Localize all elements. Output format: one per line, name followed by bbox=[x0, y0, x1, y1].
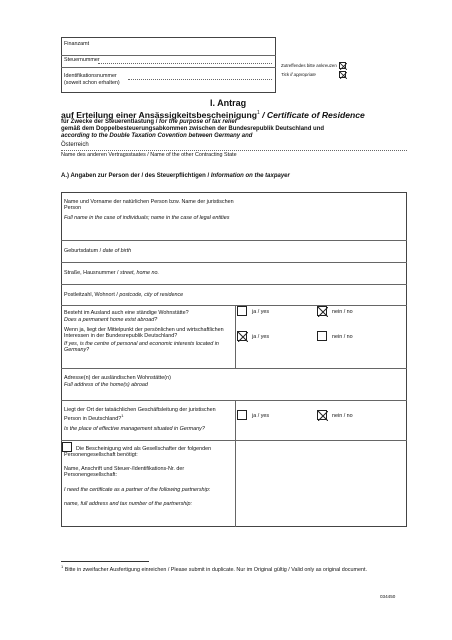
centre-yes-checkbox[interactable] bbox=[237, 331, 247, 341]
row-divider-5 bbox=[61, 368, 407, 369]
foreign-label-de: Adresse(n) der ausländischen Wohnstätte(n) bbox=[64, 375, 171, 381]
subtitle-1-de: für Zwecke der Steuerentlastung / bbox=[61, 119, 158, 125]
footnote-num: 1 bbox=[61, 564, 64, 569]
ident-label-2: (soweit schon erhalten) bbox=[64, 80, 120, 86]
mgmt-label-de-text: Liegt der Ort der tatsächlichen Geschäftsleitung der juristischen Person in Deutschland? bbox=[64, 407, 216, 423]
mgmt-label-en: Is the place of effective management situated in Germany? bbox=[64, 426, 205, 432]
street-label-de: Straße, Hausnummer / bbox=[64, 270, 119, 276]
mgmt-yes-checkbox[interactable] bbox=[237, 410, 247, 420]
state-underline bbox=[61, 150, 407, 151]
hint-de: Zutreffendes bitte ankreuzen bbox=[281, 63, 337, 68]
postal-label-en: postcode, city of residence bbox=[119, 292, 184, 298]
form-code: 034450 bbox=[380, 594, 396, 599]
postal-label bbox=[64, 292, 183, 298]
street-label bbox=[64, 270, 159, 276]
centre-no-checkbox[interactable] bbox=[317, 331, 327, 341]
state-value[interactable]: Österreich bbox=[61, 142, 89, 148]
dob-label bbox=[64, 248, 131, 254]
row-divider-1 bbox=[61, 240, 407, 241]
abroad-label-de: Besteht im Ausland auch eine ständige Wohnstätte? bbox=[64, 310, 189, 316]
cross-icon bbox=[318, 307, 328, 317]
footnote-text: Bitte in zweifacher Ausfertigung einreichen / Please submit in duplicate. Nur im Original gültig / Valid only as original document. bbox=[64, 566, 367, 573]
name-label-en: Full name in the case of individuals; name in the case of legal entities bbox=[64, 215, 230, 221]
finanzamt-divider bbox=[61, 55, 276, 56]
mgmt-no-checkbox[interactable] bbox=[317, 410, 327, 420]
dob-label-de: Geburtsdatum / bbox=[64, 248, 102, 254]
row-divider-3 bbox=[61, 284, 407, 285]
col-divider-2 bbox=[235, 400, 236, 440]
centre-no-label: nein / no bbox=[332, 334, 353, 340]
subtitle-2: gemäß dem Doppelbesteuerungsabkommen zwischen der Bundesrepublik Deutschland und bbox=[61, 126, 325, 132]
state-label: Name des anderen Vertragsstaates / Name of the other Contracting State bbox=[61, 152, 237, 158]
steuernummer-label: Steuernummer bbox=[64, 57, 100, 63]
partner-label-de: Die Bescheinigung wird als Gesellschafter der folgenden Personengesellschaft benötigt: bbox=[64, 446, 212, 459]
partner-name-label-de: Name, Anschrift und Steuer-/Identifikations-Nr. der Personengesellschaft: bbox=[64, 466, 185, 479]
cross-icon bbox=[318, 411, 328, 421]
mgmt-yes-label: ja / yes bbox=[252, 413, 270, 419]
abroad-label-en: Does a permanent home exist abroad? bbox=[64, 317, 158, 323]
partner-name-en: name, full address and tax number of the partnership: bbox=[64, 501, 192, 507]
row-divider-6 bbox=[61, 400, 407, 401]
subtitle-1-en: for the purpose of tax relief bbox=[159, 119, 237, 125]
col-divider-3 bbox=[235, 440, 236, 527]
abroad-yes-label: ja / yes bbox=[252, 309, 270, 315]
section-a-de: A.) Angaben zur Person der / des Steuerpflichtigen / bbox=[61, 173, 210, 179]
mgmt-footnote-ref: 1 bbox=[121, 413, 124, 419]
abroad-no-checkbox[interactable] bbox=[317, 306, 327, 316]
subtitle-3: according to the Double Taxation Covention between Germany and bbox=[61, 133, 253, 139]
section-a-title bbox=[61, 173, 290, 180]
street-label-en: street, home no. bbox=[120, 270, 159, 276]
footnote-rule bbox=[61, 561, 149, 562]
centre-label-en: If yes, is the centre of personal and economic interests located in Germany? bbox=[64, 341, 219, 354]
ident-label-1: Identifikationsnummer bbox=[64, 73, 117, 79]
row-divider-7 bbox=[61, 440, 407, 441]
centre-label-de: Wenn ja, liegt der Mittelpunkt der persönlichen und wirtschaftlichen Interessen in der Bundesrepublik Deutschland? bbox=[64, 327, 224, 340]
steuernummer-field[interactable] bbox=[98, 63, 272, 64]
cross-icon bbox=[340, 72, 347, 79]
abroad-yes-checkbox[interactable] bbox=[237, 306, 247, 316]
footnote bbox=[61, 564, 391, 573]
ident-field[interactable] bbox=[128, 79, 272, 80]
abroad-no-label: nein / no bbox=[332, 309, 353, 315]
title-footnote-ref: 1 bbox=[256, 110, 260, 116]
mgmt-no-label: nein / no bbox=[332, 413, 353, 419]
hint-en: Tick if appropriate bbox=[281, 72, 316, 77]
col-divider-1 bbox=[235, 305, 236, 368]
hint-checkbox-2 bbox=[339, 71, 346, 78]
dob-label-en: date of birth bbox=[102, 248, 132, 254]
postal-label-de: Postleitzahl, Wohnort / bbox=[64, 292, 118, 298]
row-divider-4 bbox=[61, 305, 407, 306]
hint-checkbox-1 bbox=[339, 62, 346, 69]
title-line-1: I. Antrag bbox=[210, 98, 247, 108]
title-en: / Certificate of Residence bbox=[262, 109, 365, 120]
title-de: auf Erteilung einer Ansässigkeitsbescheinigung bbox=[61, 109, 257, 120]
finanzamt-label: Finanzamt bbox=[64, 41, 90, 47]
steuernummer-divider bbox=[61, 67, 276, 68]
name-label-de: Name und Vorname der natürlichen Person bzw. Name der juristischen Person bbox=[64, 199, 234, 212]
foreign-label-en: Full address of the home(s) abroad bbox=[64, 382, 148, 388]
centre-yes-label: ja / yes bbox=[252, 334, 270, 340]
cross-icon bbox=[340, 63, 347, 70]
section-a-en: Information on the taxpayer bbox=[210, 173, 290, 179]
row-divider-2 bbox=[61, 262, 407, 263]
cross-icon bbox=[238, 332, 248, 342]
mgmt-label-de bbox=[64, 407, 234, 423]
partner-need-en: I need the certificate as a partner of the following partnership: bbox=[64, 487, 211, 493]
